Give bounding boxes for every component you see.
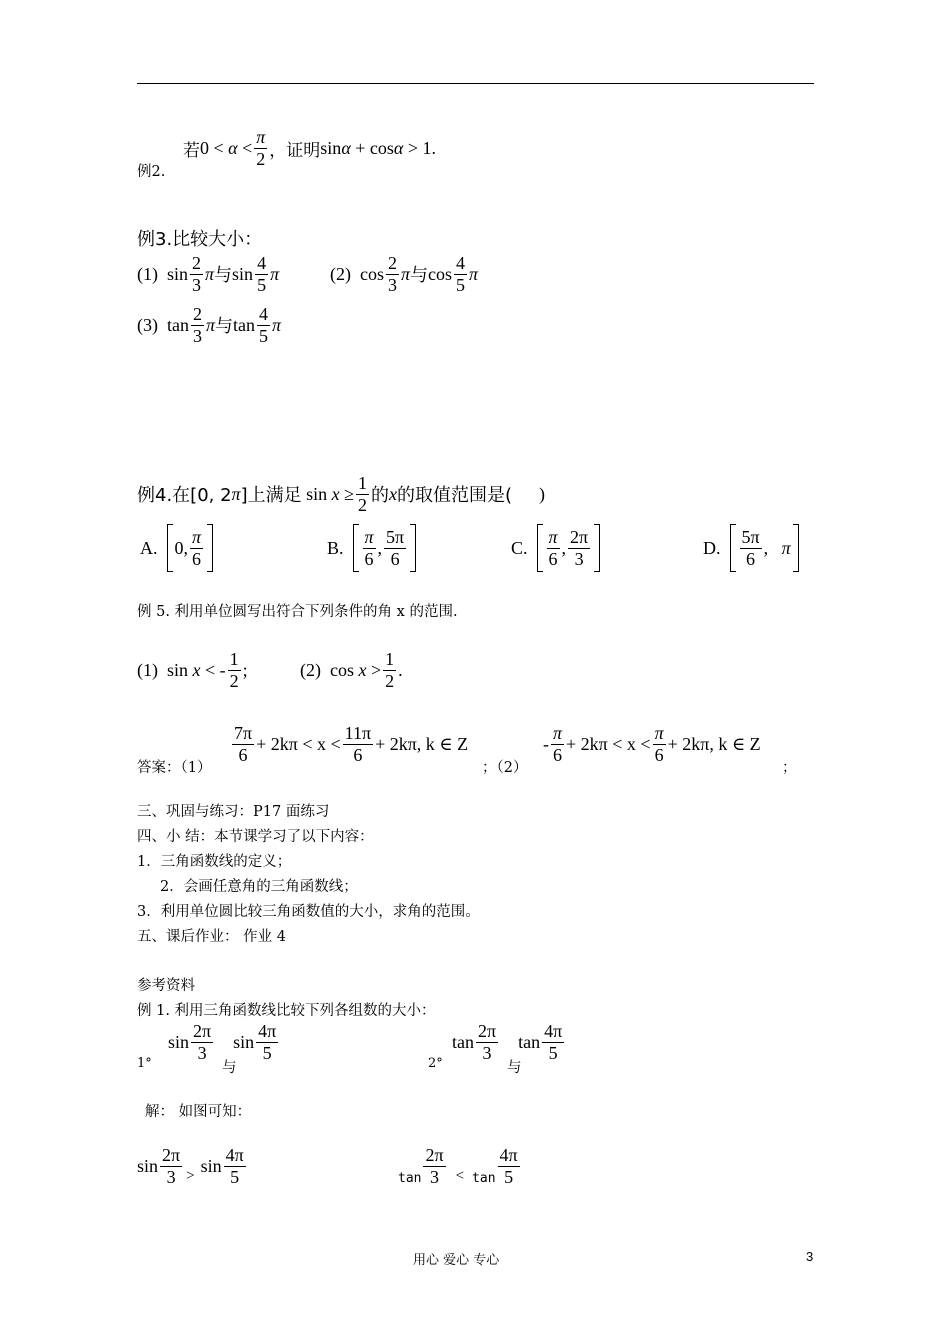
fraction-numerator: π xyxy=(192,526,202,547)
fraction-numerator: 1 xyxy=(229,649,239,669)
fraction-denominator: 3 xyxy=(192,274,202,295)
fraction xyxy=(568,528,590,569)
ex4-option-a xyxy=(140,524,213,572)
fraction-denominator: 5 xyxy=(259,325,269,346)
fn-cos: cos xyxy=(330,659,354,680)
summary-line-3: 1．三角函数线的定义； xyxy=(137,854,292,870)
fraction-denominator: 5 xyxy=(456,274,466,295)
ex3-item2 xyxy=(330,254,478,295)
fraction-numerator: 4 xyxy=(456,253,466,273)
semicolon: ; xyxy=(242,659,248,680)
ex5-item1 xyxy=(137,650,248,691)
fraction-denominator: 6 xyxy=(238,744,248,765)
fraction xyxy=(356,474,369,515)
ref-result-1 xyxy=(137,1146,248,1187)
fn-sin: sin xyxy=(232,263,254,284)
fraction xyxy=(551,724,564,765)
fraction xyxy=(190,254,203,295)
fraction-numerator: 2π xyxy=(570,526,589,547)
fraction xyxy=(653,724,666,765)
fraction-numerator: 5π xyxy=(386,526,405,547)
fraction-denominator: 6 xyxy=(390,548,400,569)
fraction xyxy=(190,528,203,569)
left-bracket xyxy=(730,524,736,572)
pi: π xyxy=(469,263,479,284)
fraction-denominator: 2 xyxy=(358,494,368,515)
lt-minus: < - xyxy=(205,659,226,680)
answer-1-mid: + 2kπ < x < xyxy=(256,733,341,754)
fraction-numerator: π xyxy=(548,526,558,547)
fraction-denominator: 5 xyxy=(257,274,267,295)
pi: π xyxy=(781,537,791,558)
answer-2 xyxy=(543,724,761,765)
summary-line-4: 2．会画任意角的三角函数线； xyxy=(160,879,358,895)
fn-sin: sin xyxy=(200,1155,222,1176)
ex3-item3 xyxy=(137,305,281,346)
fraction-denominator: 2 xyxy=(229,670,239,691)
ex4-close-paren: ) xyxy=(539,483,546,504)
fraction xyxy=(191,1022,213,1063)
fraction-numerator: 2 xyxy=(193,304,202,324)
answer-2-tail: + 2kπ, k ∈ Z xyxy=(667,733,761,754)
ex2-prove: ，证明 xyxy=(269,140,321,161)
fraction-numerator: 2π xyxy=(478,1021,497,1041)
ex4-option-c xyxy=(511,524,600,572)
fn-sin: sin xyxy=(306,483,328,504)
fraction xyxy=(423,1146,445,1187)
fraction-denominator: 6 xyxy=(353,744,363,765)
fn-sin: sin xyxy=(168,1031,190,1052)
pi: π xyxy=(231,483,241,504)
fraction xyxy=(363,528,376,569)
fraction-denominator: 6 xyxy=(364,548,374,569)
ex2-alpha2: α xyxy=(341,137,351,158)
right-bracket xyxy=(207,524,213,572)
fn-tan: tan xyxy=(518,1031,541,1052)
ref-solve: 解： 如图可知： xyxy=(145,1104,252,1120)
ex5-item2 xyxy=(300,650,403,691)
fn-cos: cos xyxy=(428,263,453,284)
fraction xyxy=(255,254,268,295)
fn-tan: tan xyxy=(233,314,256,335)
ref-label-2: 2° xyxy=(428,1056,443,1071)
ex2-zero: 0 < xyxy=(200,137,224,158)
header-rule xyxy=(137,83,814,84)
ex4-option-d xyxy=(703,524,799,572)
fraction xyxy=(542,1022,564,1063)
period: . xyxy=(398,659,403,680)
fraction-denominator: 6 xyxy=(548,548,558,569)
ex2-alpha3: α xyxy=(393,137,404,158)
fraction-numerator: 2π xyxy=(425,1145,444,1165)
ex4-question xyxy=(137,474,545,515)
summary-line-2: 四、小 结：本节课学习了以下内容： xyxy=(137,829,374,845)
fraction-numerator: 4π xyxy=(258,1021,277,1041)
fraction-numerator: 4 xyxy=(259,304,269,324)
ex2-alpha: α xyxy=(228,137,238,158)
ref-yu-2: 与 xyxy=(507,1060,522,1076)
lt-sign: < xyxy=(455,1167,465,1184)
fraction-denominator: 3 xyxy=(197,1042,207,1063)
fn-tan: tan xyxy=(398,1170,422,1186)
fraction-numerator: 7π xyxy=(234,723,253,743)
option-label: B. xyxy=(327,537,344,558)
var-x: x xyxy=(389,483,398,504)
option-label: D. xyxy=(703,537,721,558)
conj-yu: 与 xyxy=(410,265,429,287)
fraction xyxy=(343,724,373,765)
fraction-denominator: 3 xyxy=(430,1166,440,1187)
fn-tan: tan xyxy=(452,1031,474,1052)
fraction-denominator: 5 xyxy=(262,1042,272,1063)
answer-label: 答案：（1） xyxy=(137,760,212,776)
fraction-numerator: 1 xyxy=(385,649,395,669)
minus: - xyxy=(543,733,549,754)
fn-sin: sin xyxy=(137,1155,159,1176)
ex2-sin: sin xyxy=(320,137,342,158)
ref-ex1: 例 1. 利用三角函数线比较下列各组数的大小： xyxy=(137,1003,436,1019)
summary-line-5: 3．利用单位圆比较三角函数值的大小，求角的范围。 xyxy=(137,904,480,920)
fraction-numerator: 1 xyxy=(358,473,368,493)
summary-line-6: 五、课后作业： 作业 4 xyxy=(137,929,286,945)
fraction xyxy=(476,1022,498,1063)
item-label: (2) xyxy=(300,659,321,680)
fn-cos: cos xyxy=(360,263,384,284)
ref-result-2 xyxy=(398,1146,522,1187)
footer-center: 用心 爱心 专心 xyxy=(413,1253,500,1268)
comma: , xyxy=(377,537,383,558)
fraction-numerator: 11π xyxy=(344,723,372,743)
left-bracket xyxy=(353,524,359,572)
option-a-zero: 0, xyxy=(174,537,188,558)
ex4-option-b xyxy=(327,524,416,572)
fraction-numerator: 2π xyxy=(162,1145,181,1165)
fraction-denominator: 3 xyxy=(574,548,584,569)
fn-sin: sin xyxy=(167,263,189,284)
gt-sign: > xyxy=(186,1167,195,1184)
fraction-numerator: 4 xyxy=(257,253,267,273)
fraction xyxy=(386,254,399,295)
fraction xyxy=(160,1146,182,1187)
gt-sign: > xyxy=(371,659,382,680)
fraction-numerator: 4π xyxy=(499,1145,518,1165)
fraction-numerator: π xyxy=(256,127,266,147)
ref-label-1: 1° xyxy=(137,1056,152,1071)
fraction xyxy=(191,305,204,346)
conj-yu: 与 xyxy=(215,316,234,338)
fraction xyxy=(383,650,396,691)
answer-end: ； xyxy=(782,760,797,776)
ex3-item1 xyxy=(137,254,279,295)
fraction-numerator: 4π xyxy=(225,1145,244,1165)
fn-tan: tan xyxy=(472,1170,496,1186)
fraction-numerator: 2 xyxy=(192,253,202,273)
ex2-fraction xyxy=(254,128,267,169)
pi: π xyxy=(272,314,282,335)
item-label: (2) xyxy=(330,263,351,284)
conj-yu: 与 xyxy=(214,265,233,287)
fraction-denominator: 5 xyxy=(504,1166,514,1187)
ex4-tail: 的取值范围是( xyxy=(397,485,513,507)
fraction-denominator: 2 xyxy=(385,670,395,691)
fraction xyxy=(224,1146,246,1187)
ex2-cos: + cos xyxy=(355,137,394,158)
fraction-denominator: 5 xyxy=(230,1166,240,1187)
left-bracket xyxy=(537,524,543,572)
fraction-numerator: π xyxy=(553,723,563,743)
pi: π xyxy=(270,263,280,284)
fraction xyxy=(498,1146,520,1187)
fraction xyxy=(257,305,270,346)
answer-label-2: ；（2） xyxy=(482,760,528,776)
ex3-title: 例3.比较大小： xyxy=(137,229,263,250)
fraction-denominator: 6 xyxy=(654,744,664,765)
ex4-pre: 例4.在[0, 2 xyxy=(137,485,232,507)
fraction-numerator: π xyxy=(654,723,664,743)
answer-1-tail: + 2kπ, k ∈ Z xyxy=(375,733,469,754)
fn-tan: tan xyxy=(167,314,189,335)
pi: π xyxy=(205,263,215,284)
ex2-gt-one: > 1. xyxy=(407,137,437,158)
item-label: (1) xyxy=(137,263,158,284)
fraction-numerator: 2π xyxy=(193,1021,212,1041)
comma: , xyxy=(561,537,567,558)
ref-yu-1: 与 xyxy=(222,1060,237,1076)
fraction-numerator: π xyxy=(364,526,374,547)
fn-sin: sin xyxy=(167,659,189,680)
fraction-numerator: 5π xyxy=(741,526,760,547)
ex2-statement xyxy=(183,128,436,169)
option-label: C. xyxy=(511,537,528,558)
fn-sin: sin xyxy=(233,1031,255,1052)
page-number: 3 xyxy=(806,1249,814,1264)
ex5-text: 例 5. 利用单位圆写出符合下列条件的角 x 的范围. xyxy=(137,604,458,620)
fraction-numerator: 4π xyxy=(544,1021,563,1041)
ref-title: 参考资料 xyxy=(137,978,195,994)
pi: π xyxy=(206,314,216,335)
ge-sign: ≥ xyxy=(344,483,355,504)
var-x: x xyxy=(358,659,367,680)
right-bracket xyxy=(793,524,799,572)
answer-1 xyxy=(230,724,468,765)
right-bracket xyxy=(594,524,600,572)
fraction-denominator: 3 xyxy=(193,325,202,346)
fraction xyxy=(384,528,406,569)
var-x: x xyxy=(192,659,201,680)
fraction xyxy=(547,528,560,569)
fraction-denominator: 3 xyxy=(482,1042,492,1063)
right-bracket xyxy=(410,524,416,572)
answer-2-mid: + 2kπ < x < xyxy=(566,733,651,754)
pi: π xyxy=(401,263,411,284)
fraction-denominator: 5 xyxy=(548,1042,558,1063)
fraction xyxy=(256,1022,278,1063)
fraction xyxy=(454,254,467,295)
fraction-denominator: 3 xyxy=(388,274,397,295)
ex4-post: ]上满足 xyxy=(240,485,302,507)
ex4-de: 的 xyxy=(371,485,390,507)
fraction-denominator: 6 xyxy=(192,548,202,569)
fraction-numerator: 2 xyxy=(388,253,397,273)
option-label: A. xyxy=(140,537,158,558)
left-bracket xyxy=(167,524,173,572)
item-label: (1) xyxy=(137,659,158,680)
fraction-denominator: 3 xyxy=(166,1166,176,1187)
var-x: x xyxy=(331,483,340,504)
fraction xyxy=(740,528,762,569)
summary-line-1: 三、巩固与练习：P17 面练习 xyxy=(137,804,330,820)
fraction xyxy=(232,724,254,765)
ex2-label: 例2. xyxy=(137,164,166,180)
fraction-denominator: 2 xyxy=(256,148,266,169)
ex2-lt: < xyxy=(242,137,253,158)
fraction xyxy=(228,650,241,691)
item-label: (3) xyxy=(137,314,158,335)
fraction-denominator: 6 xyxy=(746,548,756,569)
fraction-denominator: 6 xyxy=(553,744,563,765)
comma: , xyxy=(763,537,769,558)
ex2-if: 若 xyxy=(183,140,200,161)
